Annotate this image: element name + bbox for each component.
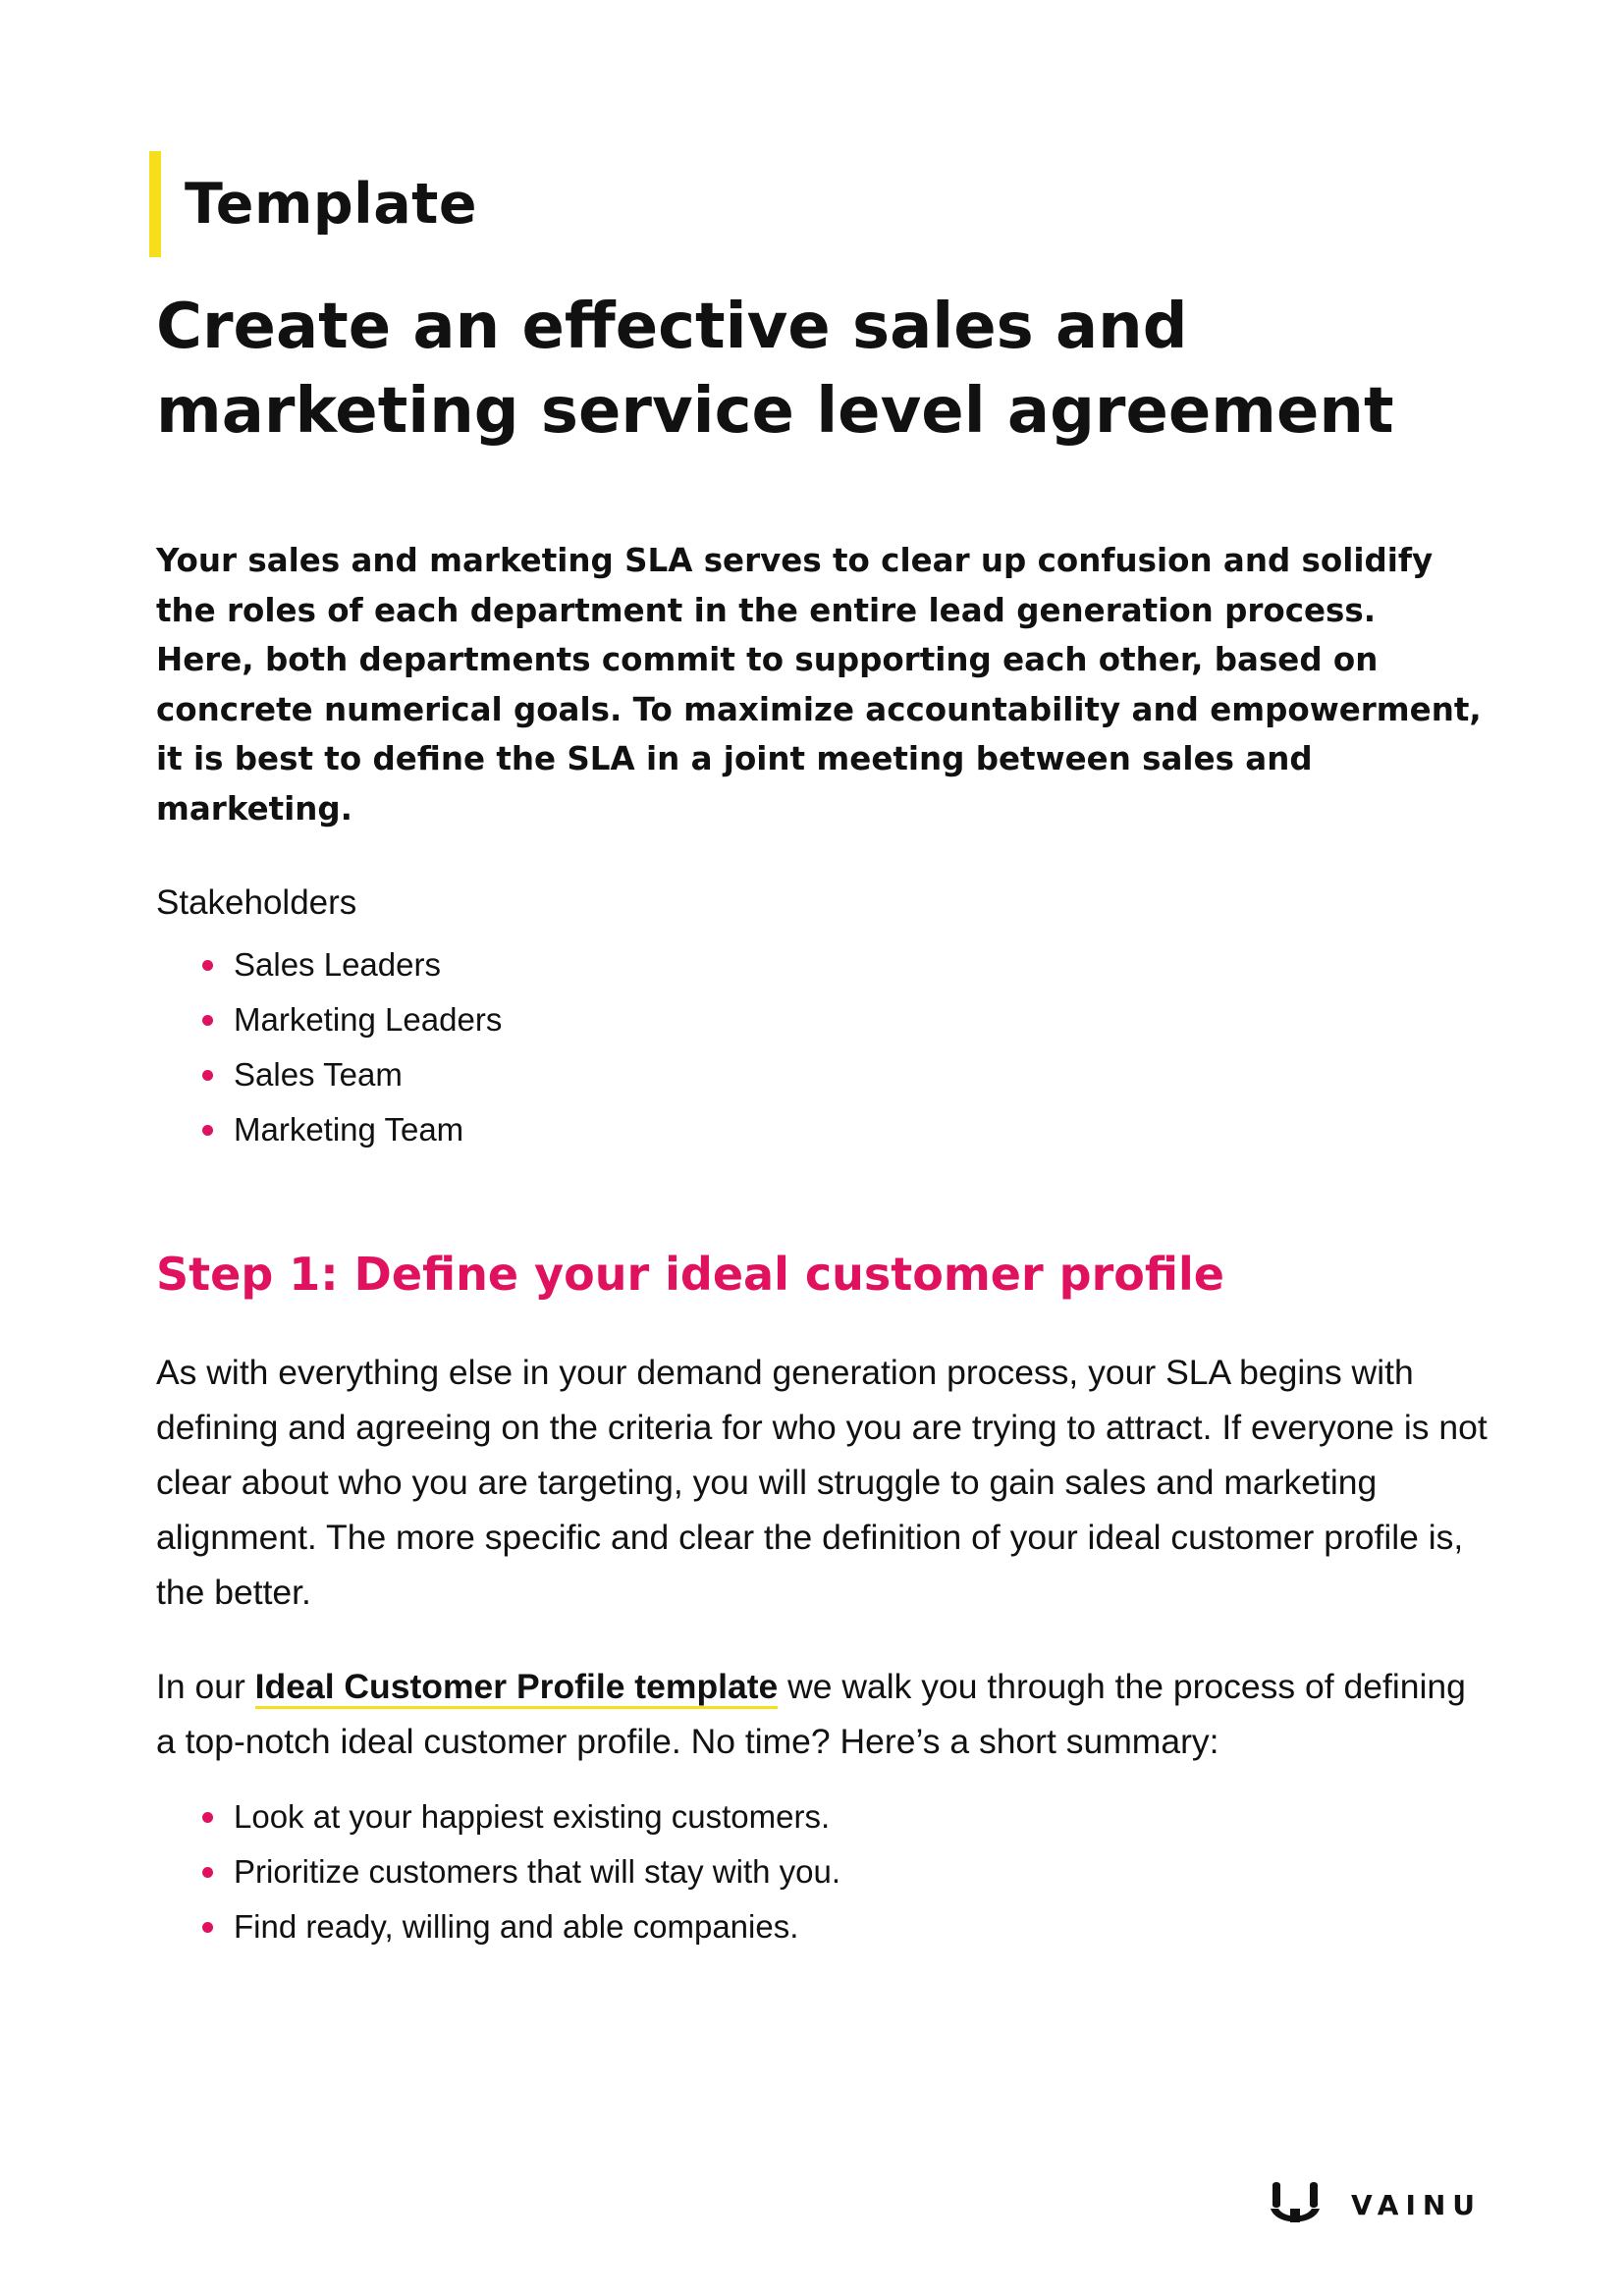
title-line-1: Create an effective sales and	[156, 291, 1188, 363]
list-item	[156, 1789, 840, 1844]
paragraph-suffix: we walk you through the process of defining a top-notch ideal customer profile. No time? Here’s a short summary:	[156, 1667, 1466, 1761]
list-item	[156, 1102, 502, 1157]
ideal-customer-profile-link[interactable]: Ideal Customer Profile template	[255, 1667, 779, 1709]
list-item-text: Sales Team	[234, 1056, 403, 1093]
vainu-logo	[1267, 2179, 1482, 2230]
bullet-icon	[202, 960, 213, 971]
list-item	[156, 1899, 840, 1954]
title-line-2: marketing service level agreement	[156, 375, 1394, 448]
label-accent-bar	[149, 151, 161, 257]
step-1-link-paragraph	[156, 1659, 1491, 1769]
bullet-icon	[202, 1015, 213, 1026]
bullet-icon	[202, 1070, 213, 1081]
list-item-text: Marketing Leaders	[234, 1001, 503, 1038]
step-1-paragraph: As with everything else in your demand generation process, your SLA begins with defining and agreeing on the criteria for who you are trying to attract. If everyone is not clear about who you are targeting, you will struggle to gain sales and marketing alignment. The more specific and clear the definition of your ideal customer profile is, the better.	[156, 1353, 1488, 1612]
list-item-text: Look at your happiest existing customers.	[234, 1798, 831, 1835]
bullet-icon	[202, 1922, 213, 1933]
list-item	[156, 937, 502, 992]
stakeholders-list	[156, 937, 502, 1157]
template-label	[149, 151, 477, 257]
step-1-heading: Step 1: Define your ideal customer profile	[156, 1248, 1224, 1301]
list-item-text: Marketing Team	[234, 1111, 464, 1148]
stakeholders-heading: Stakeholders	[156, 883, 357, 922]
intro-paragraph: Your sales and marketing SLA serves to clear up confusion and solidify the roles of each department in the entire lead generation process. Here, both departments commit to supporting each other, based on concrete numerical goals. To maximize accountability and empowerment, it is best to define the SLA in a joint meeting between sales and marketing.	[156, 542, 1482, 828]
list-item	[156, 1844, 840, 1899]
summary-list	[156, 1789, 840, 1954]
bullet-icon	[202, 1125, 213, 1136]
vainu-logo-text: VAINU	[1351, 2188, 1483, 2221]
vainu-logo-icon	[1267, 2179, 1324, 2230]
bullet-icon	[202, 1867, 213, 1878]
list-item-text: Find ready, willing and able companies.	[234, 1908, 799, 1945]
bullet-icon	[202, 1812, 213, 1823]
list-item-text: Sales Leaders	[234, 946, 441, 983]
page-title	[156, 285, 1511, 454]
list-item-text: Prioritize customers that will stay with you.	[234, 1853, 841, 1890]
label-text: Template	[185, 172, 478, 237]
paragraph-prefix: In our	[156, 1667, 255, 1706]
list-item	[156, 992, 502, 1047]
list-item	[156, 1047, 502, 1102]
